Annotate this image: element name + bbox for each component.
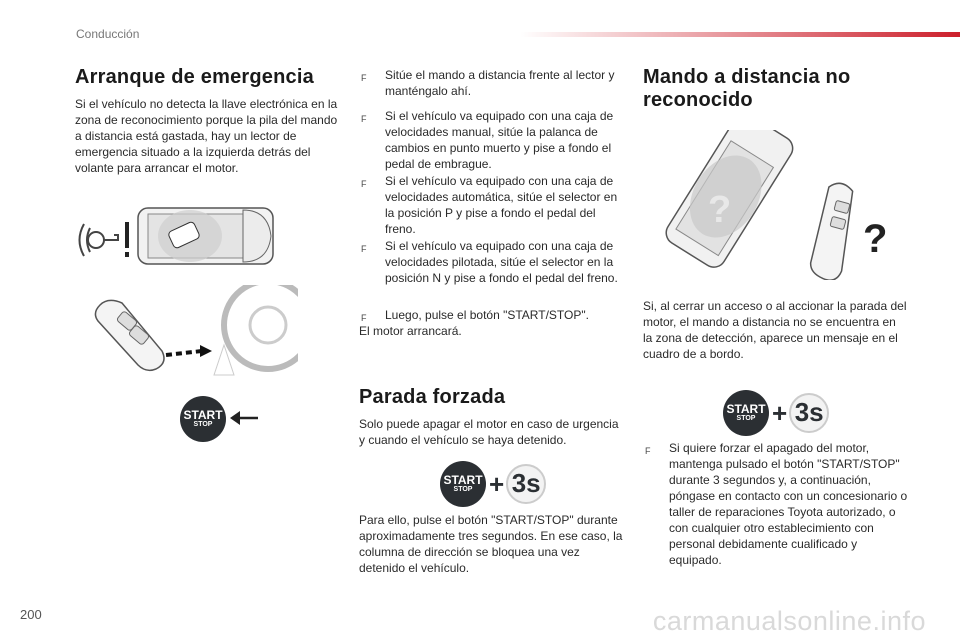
engine-starts-text: El motor arrancará.: [359, 324, 462, 338]
list-item-text: Sitúe el mando a distancia frente al lector y manténgalo ahí.: [385, 68, 615, 98]
plus-sign: +: [772, 397, 788, 428]
bullet-marker: F: [361, 114, 367, 124]
page-number: 200: [20, 607, 42, 622]
heading-emergency-start: Arranque de emergencia: [75, 66, 314, 88]
bullet-marker: F: [361, 244, 367, 254]
force-stop-step: [643, 440, 913, 568]
question-mark-icon: ?: [708, 189, 732, 231]
three-seconds-badge: [489, 464, 546, 504]
list-item: [359, 108, 621, 172]
car-remote-question-illustration: [650, 130, 895, 280]
start-stop-button-icon: [723, 390, 769, 436]
watermark: carmanualsonline.info: [652, 606, 926, 636]
start-stop-button-icon: [180, 396, 226, 442]
list-item: [359, 173, 621, 237]
emergency-steps-list: [359, 67, 621, 286]
list-item: [643, 440, 913, 568]
final-step: [359, 307, 621, 339]
start-label: START: [183, 408, 223, 422]
list-item: [359, 307, 621, 323]
bullet-marker: F: [361, 313, 367, 323]
start-stop-3s-graphic: [723, 390, 829, 436]
start-label: START: [726, 402, 766, 416]
list-item-text: Luego, pulse el botón "START/STOP".: [385, 308, 589, 322]
heading-line-2: reconocido: [643, 89, 753, 111]
section-title: Conducción: [76, 27, 140, 41]
emergency-intro-text: Si el vehículo no detecta la llave electrónica en la zona de reconocimiento porque la pila del mando a distancia está gastada, hay un lector de emergencia situado a la izquierda detrás del volante para arrancar el motor.: [75, 97, 338, 175]
three-seconds-badge: [772, 393, 829, 433]
header-accent-line: [520, 32, 960, 37]
heading-line-1: Mando a distancia no: [643, 66, 851, 88]
remote-not-recognised-text: Si, al cerrar un acceso o al accionar la parada del motor, el mando a distancia no se encuentra en la zona de detección, aparece un mensaje en el cuadro de a bordo.: [643, 299, 907, 361]
list-item-text: Si el vehículo va equipado con una caja de velocidades pilotada, sitúe el selector en la posición N y pise a fondo el pedal del freno.: [385, 239, 618, 285]
heading-forced-stop: Parada forzada: [359, 386, 506, 408]
stop-label: STOP: [453, 486, 473, 493]
car-key-icon: [78, 200, 278, 270]
bullet-marker: F: [645, 446, 651, 456]
start-label: START: [443, 473, 483, 487]
plus-sign: +: [489, 468, 505, 499]
forced-stop-body: Para ello, pulse el botón "START/STOP" durante aproximadamente tres segundos. En ese caso, la columna de dirección se bloquea una vez detenido el vehículo.: [359, 513, 623, 575]
arrow-left-icon: [228, 408, 258, 433]
bullet-marker: F: [361, 73, 367, 83]
seconds-value: 3s: [506, 464, 546, 504]
bullet-marker: F: [361, 179, 367, 189]
list-item-text: Si el vehículo va equipado con una caja de velocidades automática, sitúe el selector en la posición P y pise a fondo el pedal del freno.: [385, 174, 618, 236]
heading-remote-not-recognised: [643, 66, 850, 112]
key-fob-reader-illustration: [88, 285, 298, 385]
stop-label: STOP: [736, 415, 756, 422]
list-item: [359, 238, 621, 286]
car-top-view-illustration: [78, 200, 278, 270]
list-item-text: Si quiere forzar el apagado del motor, mantenga pulsado el botón "START/STOP" durante 3 segundos y, a continuación, póngase en contacto con un concesionario o taller de reparaciones Toyota autorizado, o con cualquier otro establecimiento con personal debidamente cualificado y equipado.: [669, 441, 908, 567]
seconds-value: 3s: [789, 393, 829, 433]
forced-stop-intro: Solo puede apagar el motor en caso de urgencia y cuando el vehículo se haya detenido.: [359, 417, 619, 447]
stop-label: STOP: [193, 421, 213, 428]
start-stop-button-icon: [440, 461, 486, 507]
start-stop-3s-graphic: [440, 461, 546, 507]
list-item: [359, 67, 621, 99]
svg-text:?: ?: [863, 217, 888, 261]
list-item-text: Si el vehículo va equipado con una caja de velocidades manual, sitúe la palanca de cambios en punto muerto y pise a fondo el pedal de embrague.: [385, 109, 614, 171]
